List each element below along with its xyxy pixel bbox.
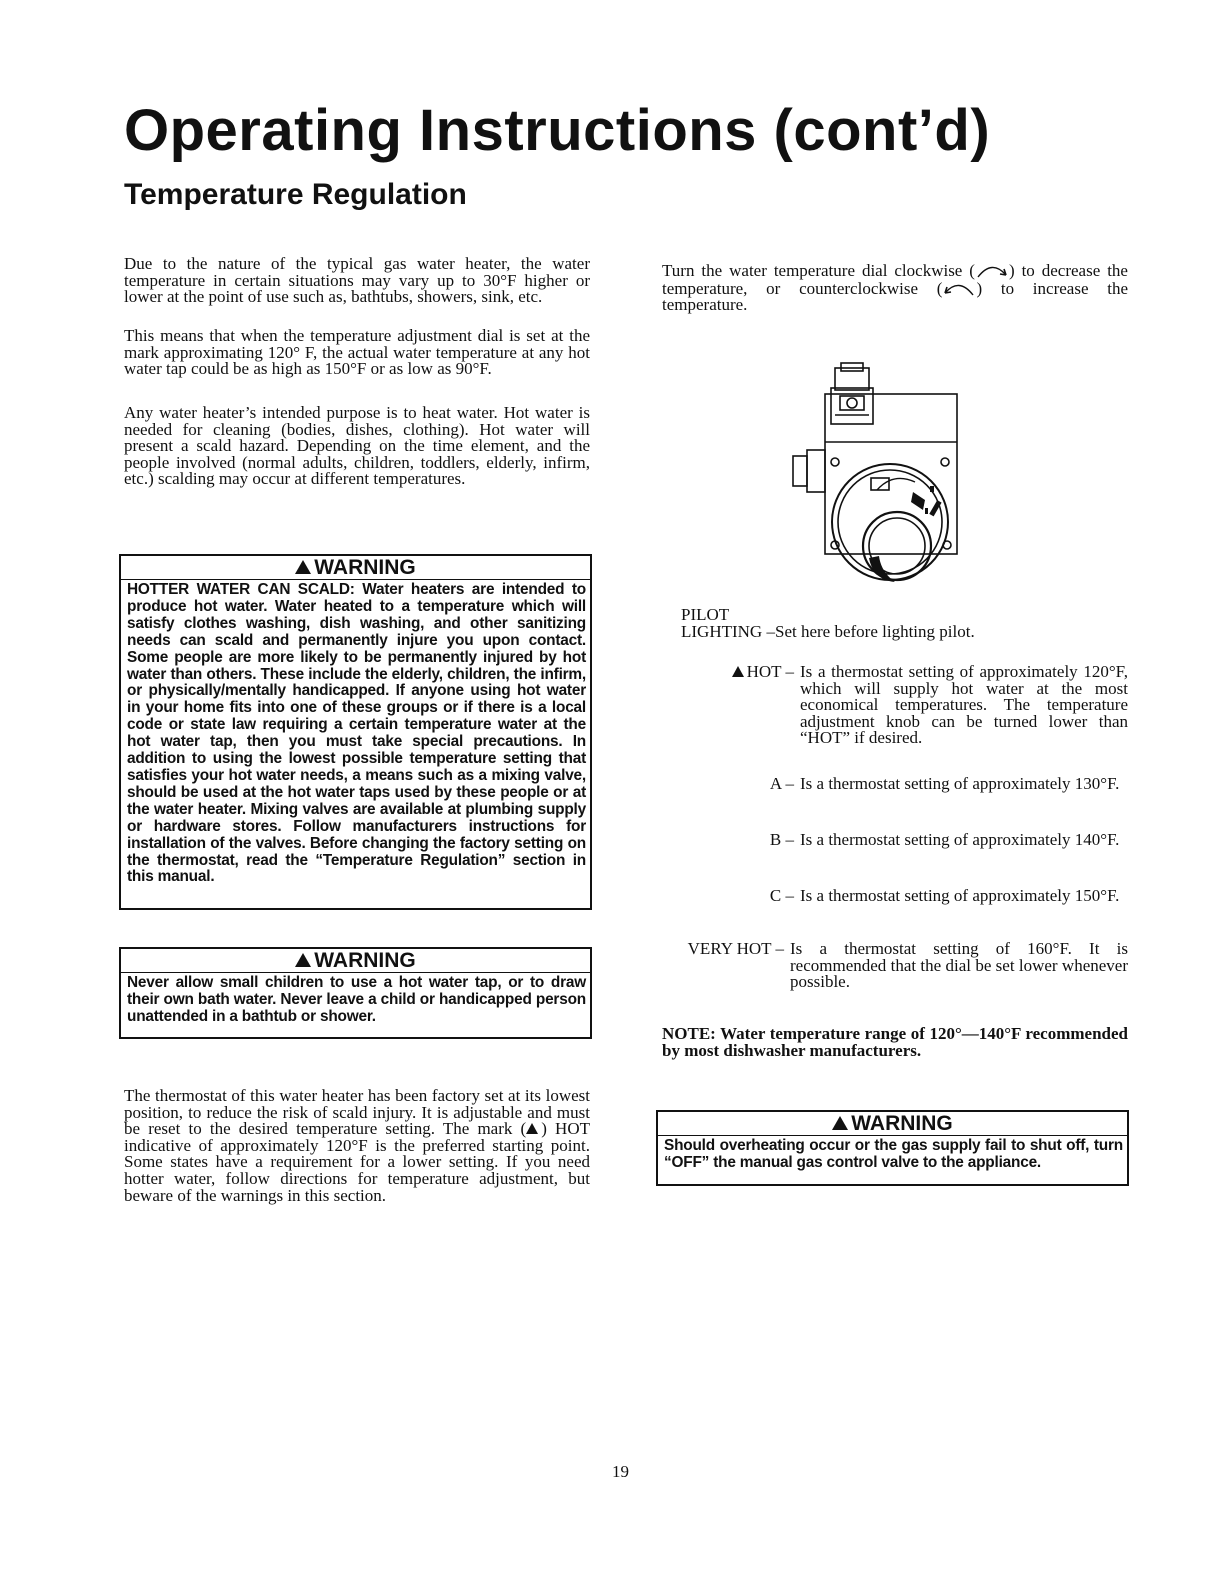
warning-text: Never allow small children to use a hot water tap, or to draw their own bath water. Never leave a child or handicapped person unattended in a bathtub or shower. — [127, 974, 586, 1025]
setting-label: VERY HOT – — [687, 939, 784, 958]
scald-hazard-paragraph: Any water heater’s intended purpose is to heat water. Hot water is needed for cleaning (bodies, dishes, clothing). Hot water will present a scald hazard. Depending on the time element, and the people involved (normal adults, children, toddlers, elderly, infirm, etc.) scalding may occur at different temperatures. — [124, 403, 590, 489]
setting-c — [769, 886, 1128, 905]
warning-heading: WARNING — [658, 1112, 1127, 1136]
setting-pilot-lighting — [681, 605, 1129, 641]
setting-a — [769, 774, 1128, 793]
setting-label: HOT – — [732, 664, 794, 681]
dial-setting-paragraph: This means that when the temperature adjustment dial is set at the mark approximating 120° F, the actual water temperature at any hot water tap could be as high as 150°F or as low as 90°F. — [124, 326, 590, 379]
warning-text: HOTTER WATER CAN SCALD: Water heaters are intended to produce hot water. Water heated to a temperature which will satisfy clothes washing, dish washing, and other sanitizing needs can scald and permanently injure you upon contact. Some people are more likely to be permanently injured by hot water than others. These include the elderly, children, the infirm, or physically/mentally handicapped. If anyone using hot water in your home fits into one of these groups or if there is a local code or state law requiring a certain temperature water at the hot water tap, then you must take special precautions. In addition to using the lowest possible temperature setting that satisfies your hot water needs, a means such as a mixing valve, should be used at the hot water taps used by these people or at the water heater. Mixing valves are available at plumbing supply or hardware stores. Follow manufacturers instructions for installation of the valves. Before changing the factory setting on the thermostat, read the “Temperature Regulation” section in this manual. — [127, 581, 586, 886]
gas-control-thermostat-diagram — [785, 360, 975, 600]
hot-mark-triangle-icon — [526, 1123, 538, 1134]
setting-description: Is a thermostat setting of approximately 130°F. — [800, 774, 1120, 793]
section-title: Temperature Regulation — [124, 178, 467, 211]
warning-box-overheating — [656, 1110, 1129, 1186]
warning-box-children — [119, 947, 592, 1039]
warning-triangle-icon — [295, 953, 311, 967]
setting-hot — [746, 662, 1128, 748]
setting-label: C – — [769, 886, 794, 905]
intro-paragraph: Due to the nature of the typical gas water heater, the water temperature in certain situations may vary up to 30°F higher or lower at the point of use such as, bathtubs, showers, sink, etc. — [124, 254, 590, 307]
dishwasher-note: NOTE: Water temperature range of 120°—140°F recommended by most dishwasher manufacturers. — [662, 1024, 1128, 1060]
setting-label: PILOT LIGHTING – — [681, 605, 775, 641]
hot-mark-triangle-icon — [732, 666, 744, 677]
warning-heading: WARNING — [121, 556, 590, 580]
setting-description: Set here before lighting pilot. — [775, 622, 975, 641]
warning-triangle-icon — [295, 560, 311, 574]
setting-label: B – — [769, 830, 794, 849]
setting-b — [769, 830, 1128, 849]
setting-description: Is a thermostat setting of 160°F. It is recommended that the dial be set lower whenever possible. — [790, 939, 1128, 992]
dial-direction-paragraph: Turn the water temperature dial clockwise ( ) to decrease the temperature, or counterclockwise ( ) to increase the temperature. — [662, 261, 1128, 315]
clockwise-arrow-icon — [975, 262, 1009, 278]
setting-description: Is a thermostat setting of approximately 150°F. — [800, 886, 1120, 905]
warning-triangle-icon — [832, 1116, 848, 1130]
warning-text: Should overheating occur or the gas supply fail to shut off, turn “OFF” the manual gas control valve to the appliance. — [664, 1137, 1123, 1171]
warning-heading: WARNING — [121, 949, 590, 973]
page-number: 19 — [612, 1462, 629, 1481]
setting-description: Is a thermostat setting of approximately 140°F. — [800, 830, 1120, 849]
page-title: Operating Instructions (cont’d) — [124, 98, 991, 163]
setting-label: A – — [769, 774, 794, 793]
warning-box-scald — [119, 554, 592, 910]
factory-setting-paragraph: The thermostat of this water heater has been factory set at its lowest position, to reduce the risk of scald injury. It is adjustable and must be reset to the desired temperature setting. The mark ( ) HOT indicative of approximately 120°F is the preferred starting point. Some states have a requirement for a lower setting. If you need hotter water, follow directions for temperature adjustment, but beware of the warnings in this section. — [124, 1086, 590, 1205]
setting-very-hot — [687, 939, 1128, 992]
setting-description: Is a thermostat setting of approximately 120°F, which will supply hot water at the most economical temperatures. The temperature adjustment knob can be turned lower than “HOT” if desired. — [800, 662, 1128, 748]
counterclockwise-arrow-icon — [942, 280, 976, 296]
